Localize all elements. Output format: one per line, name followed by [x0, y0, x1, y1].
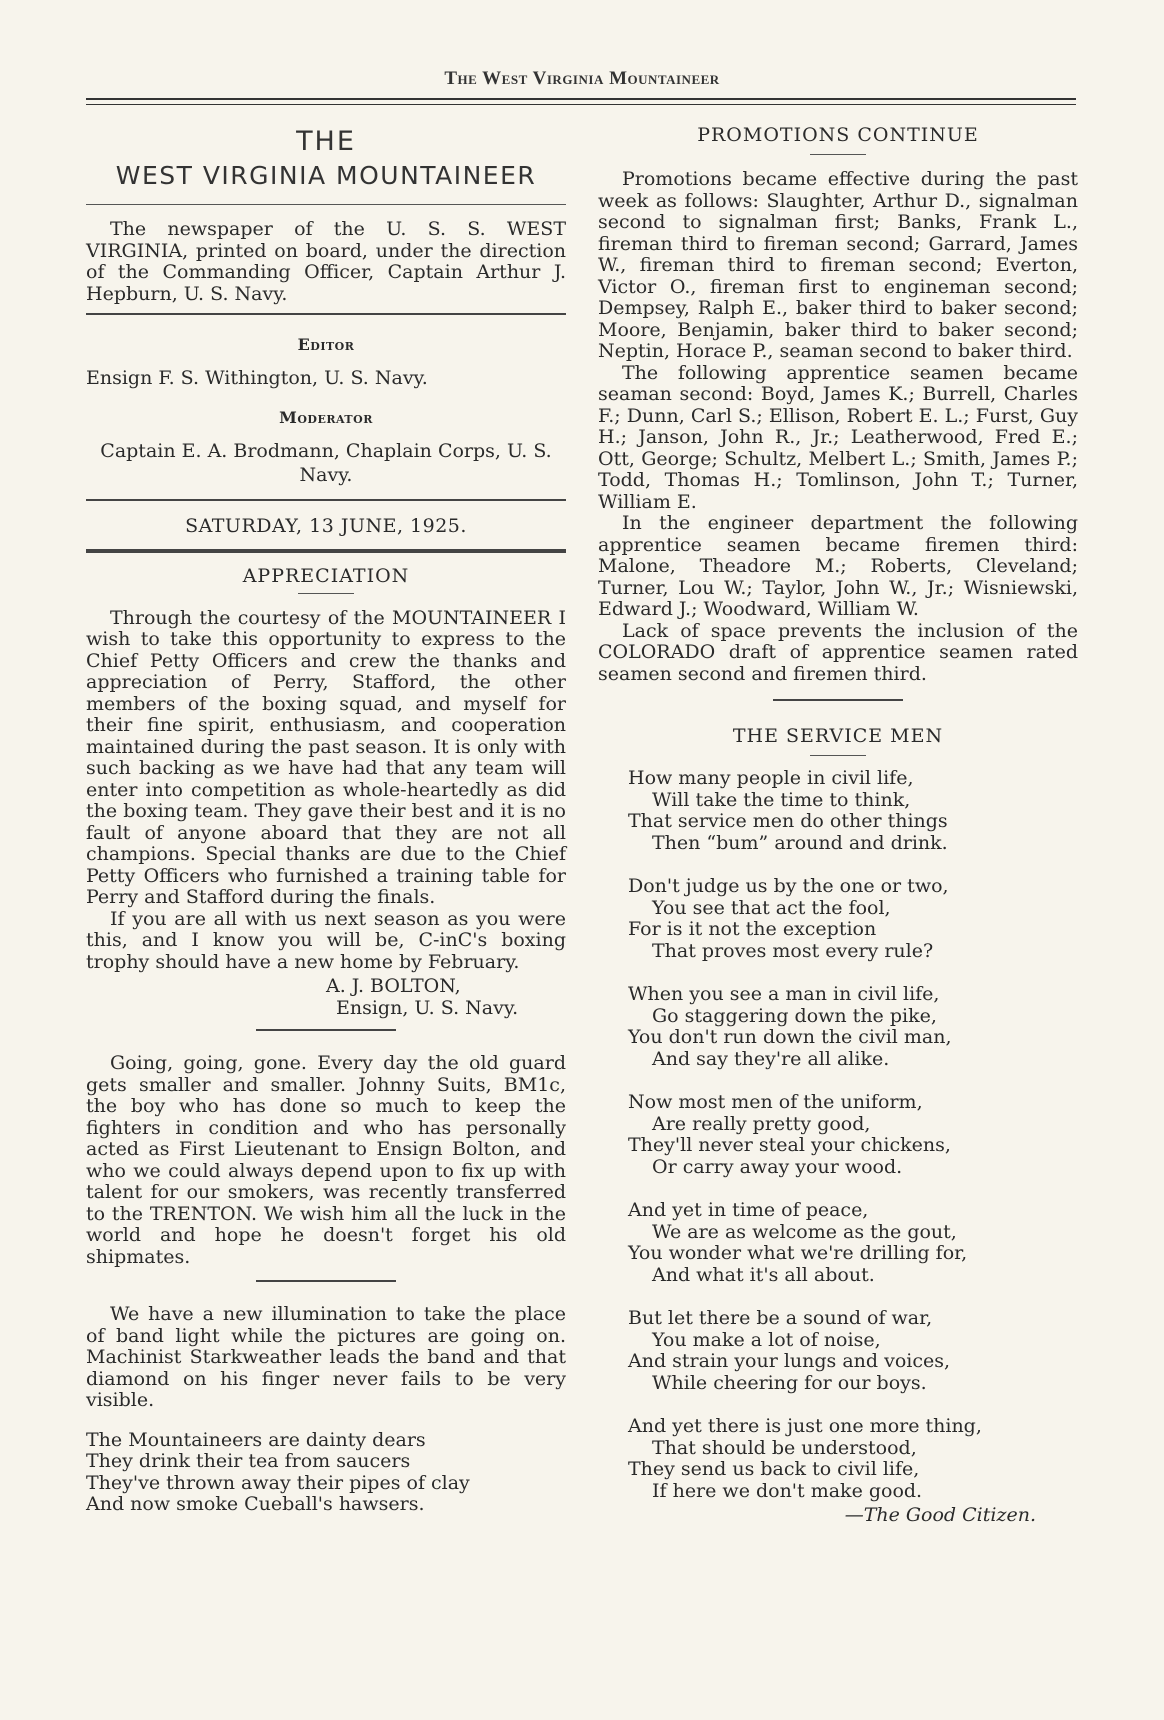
- poem-stanza: [628, 1308, 1078, 1394]
- poem-stanza: [628, 1200, 1078, 1286]
- appreciation-paragraph-1: Through the courtesy of the MOUNTAINEER I wish to take this opportunity to express to the Chief Petty Officers and crew the thanks and appreciation of Perry, Stafford, the other members of the boxing squad, and myself for their fine spirit, enthusiasm, and cooperation maintained during the past season. It is only with such backing as we have had that any team will enter into competition as whole-heartedly as did the boxing team. They gave their best and it is no fault of anyone aboard that they are not all champions. Special thanks are due to the Chief Petty Officers who furnished a training table for Perry and Stafford during the finals.: [86, 606, 566, 908]
- poem-line: That should be understood,: [652, 1436, 917, 1459]
- masthead-the: THE: [296, 126, 356, 157]
- rhyme-line: They've thrown away their pipes of clay: [86, 1471, 470, 1494]
- title-underline: [810, 755, 866, 756]
- appreciation-paragraph-2: If you are all with us next season as you were this, and I know you will be, C-inC's boxing trophy should have a new home by February.: [86, 907, 566, 973]
- rhyme-line: They drink their tea from saucers: [86, 1450, 411, 1472]
- poem-line: That proves most every rule?: [652, 939, 934, 962]
- poem-line: That service men do other things: [628, 810, 948, 832]
- promotions-title: PROMOTIONS CONTINUE: [697, 124, 979, 146]
- divider: [86, 204, 566, 205]
- right-column: [598, 120, 1078, 1526]
- rhyme-line: The Mountaineers are dainty dears: [86, 1428, 426, 1451]
- poem-line: And say they're all alike.: [652, 1047, 890, 1070]
- poem-line: When you see a man in civil life,: [628, 983, 940, 1005]
- poem-line: Will take the time to think,: [652, 788, 911, 811]
- divider-short: [773, 699, 903, 701]
- poem-line: And yet in time of peace,: [628, 1199, 869, 1221]
- poem-stanza: [628, 876, 1078, 962]
- title-underline: [298, 593, 354, 594]
- editor-name: Ensign F. S. Withington, U. S. Navy.: [86, 367, 428, 389]
- poem-line: They send us back to civil life,: [628, 1458, 920, 1480]
- left-column: [86, 120, 566, 1516]
- divider: [86, 499, 566, 501]
- rhyme-line: And now smoke Cueball's hawsers.: [86, 1493, 425, 1515]
- moderator-label: Moderator: [279, 407, 373, 427]
- divider: [86, 313, 566, 315]
- promotions-paragraph-3: In the engineer department the following apprentice seamen became firemen third: Malone, Theadore M.; Roberts, Cleveland; Turner, Lou W.; Taylor, John W., Jr.; Wisniewski, Edward J.; Woodward, William W.: [598, 512, 1078, 620]
- header-rule-thin: [86, 104, 1076, 105]
- poem-line: Are really pretty good,: [652, 1112, 871, 1135]
- signature-name: A. J. BOLTON,: [326, 975, 461, 997]
- running-head: The West Virginia Mountaineer: [444, 68, 720, 89]
- poem-line: Don't judge us by the one or two,: [628, 875, 949, 897]
- signature-title: Ensign, U. S. Navy.: [336, 997, 519, 1019]
- poem-line: You wonder what we're drilling for,: [628, 1242, 968, 1264]
- poem-stanza: [628, 1416, 1078, 1502]
- intro-paragraph: The newspaper of the U. S. S. WEST VIRGINIA, printed on board, under the direction of the Commanding Officer, Captain Arthur J. Hepburn, U. S. Navy.: [86, 218, 566, 305]
- poem-line: How many people in civil life,: [628, 767, 914, 789]
- poem-stanza: [628, 984, 1078, 1070]
- editor-label: Editor: [297, 335, 355, 354]
- poem-line: If here we don't make good.: [652, 1479, 923, 1502]
- masthead-title: WEST VIRGINIA MOUNTAINEER: [115, 161, 537, 190]
- poem-line: Now most men of the uniform,: [628, 1091, 923, 1113]
- poem-line: You make a lot of noise,: [652, 1328, 881, 1351]
- poem-line: And strain your lungs and voices,: [628, 1350, 951, 1372]
- promotions-paragraph-2: The following apprentice seamen became seaman second: Boyd, James K.; Burrell, Charles F.; Dunn, Carl S.; Ellison, Robert E. L.; Furst, Guy H.; Janson, John R., Jr.; Leatherwood, Fred E.; Ott, George; Schultz, Melbert L.; Smith, James P.; Todd, Thomas H.; Tomlinson, John T.; Turner, William E.: [598, 361, 1078, 513]
- appreciation-title: APPRECIATION: [242, 564, 410, 587]
- poem-title: THE SERVICE MEN: [732, 725, 944, 747]
- moderator-name: Captain E. A. Brodmann, Chaplain Corps, U. S. Navy.: [100, 439, 552, 486]
- poem-stanza: [628, 1092, 1078, 1178]
- poem-line: They'll never steal your chickens,: [628, 1134, 951, 1156]
- poem-line: While cheering for our boys.: [652, 1371, 927, 1394]
- poem-line: Or carry away your wood.: [652, 1155, 903, 1178]
- poem-line: Then “bum” around and drink.: [652, 831, 948, 854]
- divider-short: [256, 1280, 396, 1282]
- poem-stanza: [628, 768, 1078, 854]
- poem-attribution: —The Good Citizen.: [844, 1504, 1036, 1526]
- issue-date: SATURDAY, 13 JUNE, 1925.: [185, 514, 467, 537]
- poem-line: You see that act the fool,: [652, 896, 891, 919]
- going-paragraph: Going, going, gone. Every day the old guard gets smaller and smaller. Johnny Suits, BM1c, the boy who has done so much to keep the fighters in condition and who has personally acted as First Lieutenant to Ensign Bolton, and who we could always depend upon to fix up with talent for our smokers, was recently transferred to the TRENTON. We wish him all the luck in the world and hope he doesn't forget his old shipmates.: [86, 1052, 566, 1268]
- title-underline: [810, 154, 866, 155]
- poem-line: Go staggering down the pike,: [652, 1004, 937, 1027]
- poem-line: But let there be a sound of war,: [628, 1307, 933, 1329]
- promotions-paragraph-4: Lack of space prevents the inclusion of the COLORADO draft of apprentice seamen rated seamen second and firemen third.: [598, 619, 1078, 685]
- poem-line: And what it's all about.: [652, 1263, 875, 1286]
- divider-short: [256, 1029, 396, 1031]
- poem-line: We are as welcome as the gout,: [652, 1220, 957, 1243]
- mountaineer-rhyme: [86, 1430, 566, 1516]
- poem-line: And yet there is just one more thing,: [628, 1415, 982, 1437]
- promotions-paragraph-1: Promotions became effective during the past week as follows: Slaughter, Arthur D., signalman second to signalman first; Banks, Frank L., fireman third to fireman second; Garrard, James W., fireman third to fireman second; Everton, Victor O., fireman first to engineman second; Dempsey, Ralph E., baker third to baker second; Moore, Benjamin, baker third to baker second; Neptin, Horace P., seaman second to baker third.: [598, 168, 1078, 362]
- header-rule: [86, 98, 1076, 100]
- divider-heavy: [86, 549, 566, 553]
- illumination-paragraph: We have a new illumination to take the place of band light while the pictures are going on. Machinist Starkweather leads the band and that diamond on his finger never fails to be very visible.: [86, 1303, 566, 1411]
- poem-line: For is it not the exception: [628, 918, 877, 940]
- poem-line: You don't run down the civil man,: [628, 1026, 952, 1048]
